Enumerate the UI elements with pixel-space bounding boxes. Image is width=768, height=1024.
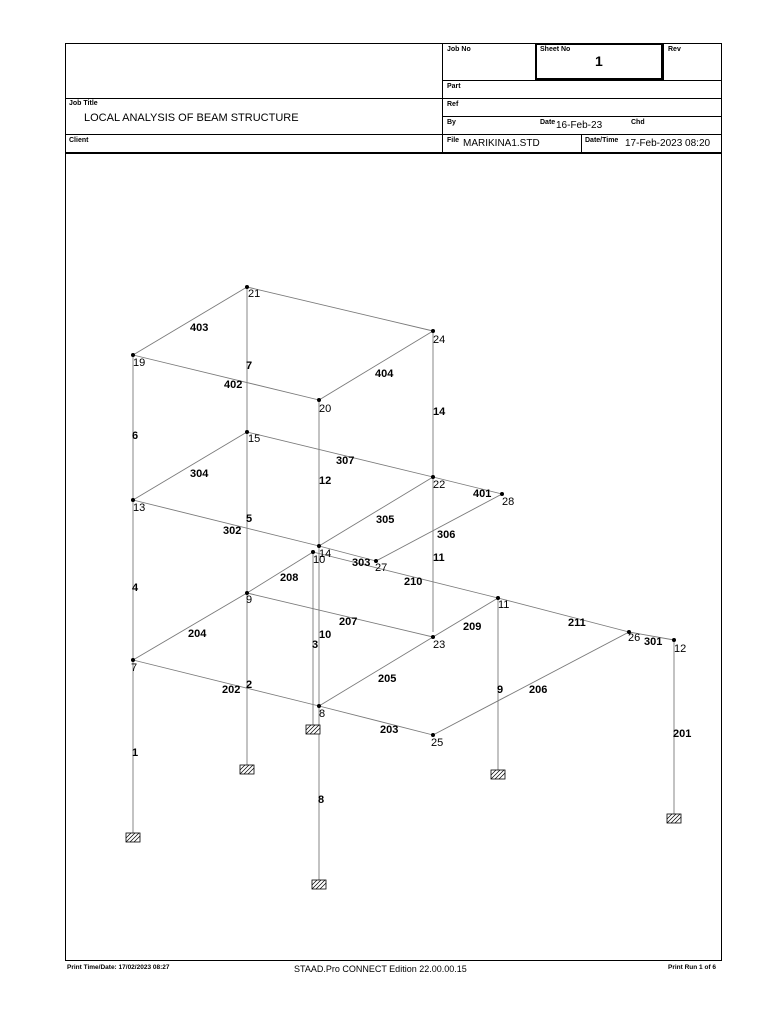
fixed-support-icon xyxy=(312,880,326,889)
node-label: 14 xyxy=(319,548,332,560)
member-label: 211 xyxy=(568,617,586,629)
node-label: 7 xyxy=(131,662,138,674)
member-label: 305 xyxy=(376,514,395,526)
node-label: 9 xyxy=(246,594,253,606)
datetime-value: 17-Feb-2023 08:20 xyxy=(625,138,711,149)
sheet-no-label: Sheet No xyxy=(540,46,571,53)
job-title-value: LOCAL ANALYSIS OF BEAM STRUCTURE xyxy=(84,112,299,124)
node-label: 11 xyxy=(498,599,510,611)
file-label: File xyxy=(447,137,460,144)
fixed-support-icon xyxy=(126,833,140,842)
node-label: 25 xyxy=(431,737,444,749)
node-label: 15 xyxy=(248,433,261,445)
software-edition: STAAD.Pro CONNECT Edition 22.00.00.15 xyxy=(294,964,467,974)
node-label: 22 xyxy=(433,479,446,491)
node-label: 27 xyxy=(375,562,388,574)
by-label: By xyxy=(447,119,456,126)
member-label: 5 xyxy=(246,513,253,525)
date-label: Date xyxy=(540,119,556,126)
job-no-label: Job No xyxy=(447,46,471,53)
rev-label: Rev xyxy=(668,46,681,53)
node-label: 20 xyxy=(319,403,332,415)
member-label: 8 xyxy=(318,794,325,806)
node-label: 19 xyxy=(133,357,146,369)
member-label: 2 xyxy=(246,679,253,691)
fixed-support-icon xyxy=(667,814,681,823)
member-label: 303 xyxy=(352,557,371,569)
member-label: 11 xyxy=(433,552,445,564)
member-label: 201 xyxy=(673,728,692,740)
part-label: Part xyxy=(447,83,461,90)
fixed-support-icon xyxy=(491,770,505,779)
member-label: 301 xyxy=(644,636,663,648)
node-label: 8 xyxy=(319,708,326,720)
node-label: 10 xyxy=(313,554,326,566)
member-label: 204 xyxy=(188,628,207,640)
member-label: 207 xyxy=(339,616,358,628)
print-time-date: Print Time/Date: 17/02/2023 08:27 xyxy=(67,964,170,971)
member-labels xyxy=(132,322,691,806)
member-label: 306 xyxy=(437,529,456,541)
member-label: 7 xyxy=(246,360,253,372)
fixed-support-icon xyxy=(240,765,254,774)
node-label: 13 xyxy=(133,502,146,514)
node-dots xyxy=(131,285,676,737)
date-value: 16-Feb-23 xyxy=(556,120,603,131)
fixed-support-icons xyxy=(126,725,681,889)
member-label: 304 xyxy=(190,468,209,480)
member-label: 14 xyxy=(433,406,446,418)
sheet-no-value: 1 xyxy=(595,53,603,69)
member-label: 403 xyxy=(190,322,209,334)
member-label: 208 xyxy=(280,572,299,584)
member-label: 9 xyxy=(497,684,504,696)
ref-label: Ref xyxy=(447,101,459,108)
datetime-label: Date/Time xyxy=(585,137,619,144)
member-label: 3 xyxy=(312,639,319,651)
node-label: 12 xyxy=(674,643,687,655)
member-label: 401 xyxy=(473,488,492,500)
client-label: Client xyxy=(69,137,89,144)
member-label: 203 xyxy=(380,724,399,736)
member-label: 307 xyxy=(336,455,355,467)
file-value: MARIKINA1.STD xyxy=(463,138,540,149)
job-title-label: Job Title xyxy=(69,100,98,107)
member-label: 10 xyxy=(319,629,332,641)
fixed-support-icon xyxy=(306,725,320,734)
member-label: 210 xyxy=(404,576,423,588)
member-label: 209 xyxy=(463,621,482,633)
member-label: 302 xyxy=(223,525,242,537)
chd-label: Chd xyxy=(631,119,645,126)
member-label: 404 xyxy=(375,368,394,380)
member-label: 6 xyxy=(132,430,139,442)
node-label: 28 xyxy=(502,496,515,508)
node-label: 26 xyxy=(628,632,641,644)
member-label: 202 xyxy=(222,684,241,696)
node-label: 24 xyxy=(433,334,446,346)
member-label: 402 xyxy=(224,379,243,391)
member-label: 12 xyxy=(319,475,332,487)
print-run: Print Run 1 of 6 xyxy=(668,964,717,971)
node-label: 21 xyxy=(248,288,261,300)
member-label: 205 xyxy=(378,673,397,685)
member-label: 1 xyxy=(132,747,139,759)
member-label: 4 xyxy=(132,582,139,594)
member-label: 206 xyxy=(529,684,548,696)
node-label: 23 xyxy=(433,639,446,651)
